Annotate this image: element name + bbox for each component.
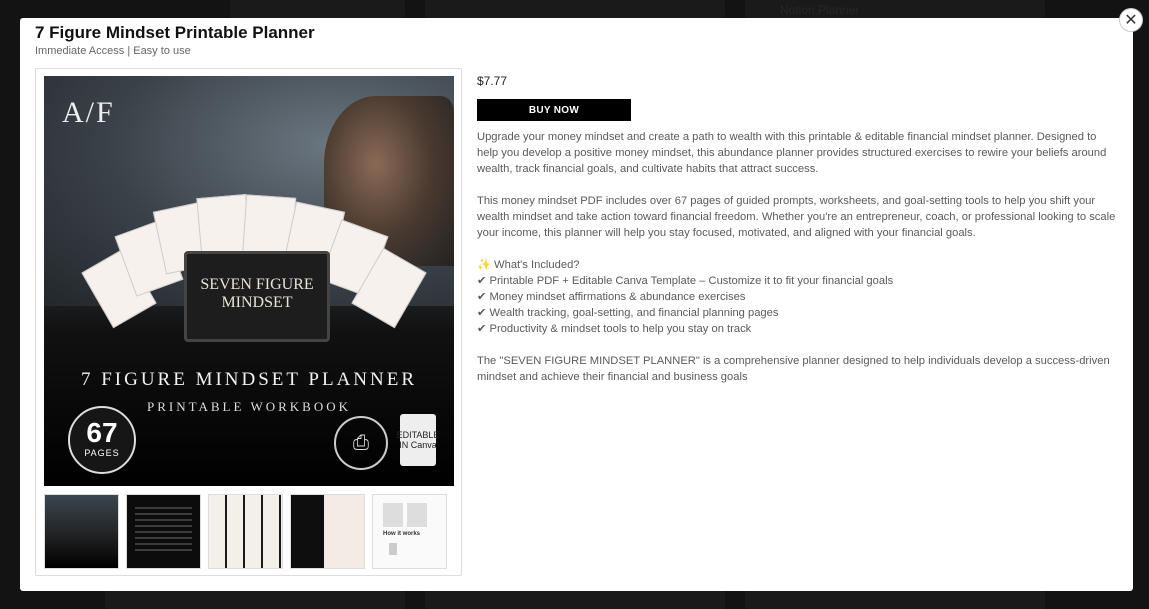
thumbnail-caption: How it works xyxy=(383,531,421,537)
pages-count: 67 xyxy=(86,417,118,448)
canva-badge: EDITABLE IN Canva xyxy=(400,414,436,466)
hero-heading: 7 FIGURE MINDSET PLANNER xyxy=(80,369,418,390)
pages-label: PAGES xyxy=(84,448,120,458)
printer-icon: ⎙ xyxy=(334,416,388,470)
thumbnail-1[interactable] xyxy=(44,494,119,569)
buy-now-button[interactable]: BUY NOW xyxy=(477,99,631,121)
description-paragraph: This money mindset PDF includes over 67 pages of guided prompts, worksheets, and goal-setting tools to help you shift your wealth mindset and take action toward financial freedom. Whether you're an entrepreneur, coach, or professional looking to scale your income, this planner will help you stay focused, motivated, and aligned with your financial goals. xyxy=(477,195,1116,239)
brand-logo: A/F xyxy=(62,96,115,129)
description-paragraph: Upgrade your money mindset and create a path to wealth with this printable & editable financial mindset planner. Designed to help you develop a positive money mindset, this abundance planner provides structured exercises to rewire your beliefs around wealth, track financial goals, and cultivate habits that attract success. xyxy=(477,131,1107,175)
image-gallery xyxy=(35,68,462,576)
laptop-screen-line-2: MINDSET xyxy=(221,294,293,311)
included-item: ✔ Wealth tracking, goal-setting, and financial planning pages xyxy=(477,307,779,319)
product-description xyxy=(477,129,1117,401)
pages-count-badge xyxy=(68,406,136,474)
close-button[interactable] xyxy=(1120,9,1142,31)
product-modal xyxy=(20,18,1133,591)
included-list xyxy=(477,257,1117,337)
product-subtitle: Immediate Access | Easy to use xyxy=(35,45,191,57)
hero-image[interactable] xyxy=(44,76,454,486)
description-closing: The "SEVEN FIGURE MINDSET PLANNER" is a comprehensive planner designed to help individuals develop a success-driven mindset and achieve their financial and business goals xyxy=(477,355,1110,383)
laptop-mockup xyxy=(184,251,330,342)
included-item: ✔ Printable PDF + Editable Canva Template – Customize it to fit your financial goals xyxy=(477,275,894,287)
included-item: ✔ Money mindset affirmations & abundance exercises xyxy=(477,291,746,303)
laptop-screen-line-1: SEVEN FIGURE xyxy=(200,276,314,293)
close-icon: ✕ xyxy=(1124,12,1138,29)
included-item: ✔ Productivity & mindset tools to help you stay on track xyxy=(477,323,752,335)
thumbnail-4[interactable] xyxy=(290,494,365,569)
product-price: $7.77 xyxy=(477,74,508,88)
included-heading: ✨ What's Included? xyxy=(477,259,580,271)
thumbnail-5[interactable] xyxy=(372,494,447,569)
product-title: 7 Figure Mindset Printable Planner xyxy=(35,23,315,42)
thumbnail-3[interactable] xyxy=(208,494,283,569)
hero-subheading: PRINTABLE WORKBOOK xyxy=(146,399,352,414)
thumbnail-2[interactable] xyxy=(126,494,201,569)
